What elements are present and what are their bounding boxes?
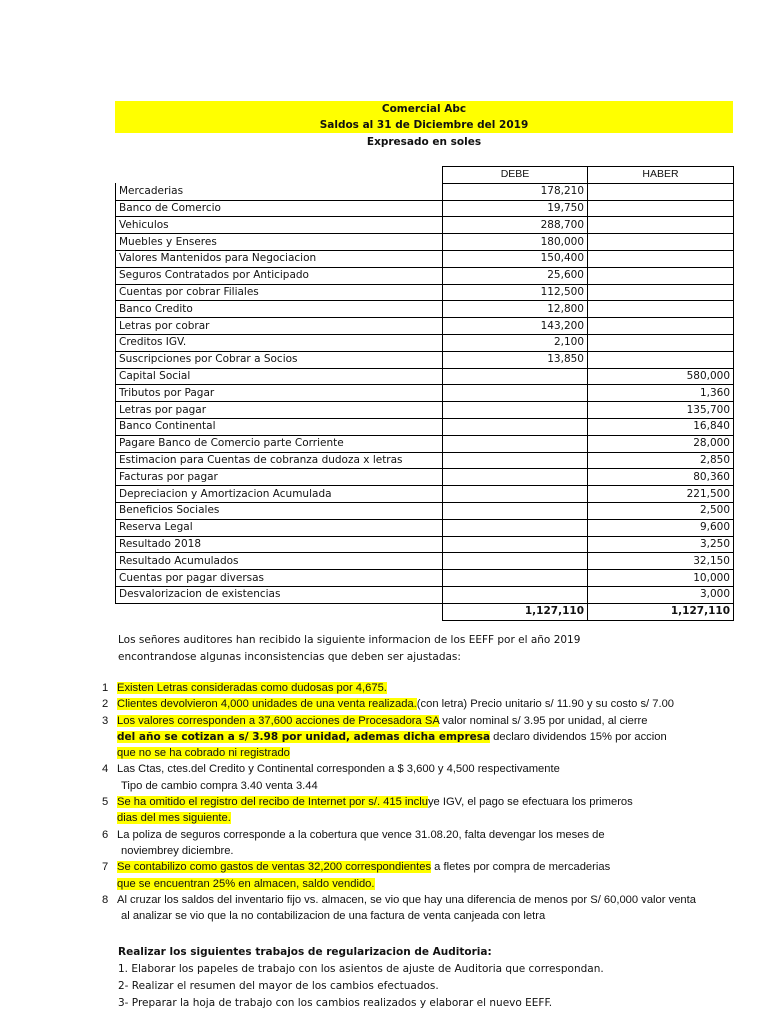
total-debe: 1,127,110	[443, 603, 588, 620]
haber-cell	[588, 250, 734, 267]
tasks-section	[118, 944, 758, 1012]
task-item-1: 1. Elaborar los papeles de trabajo con los asientos de ajuste de Auditoria que correspondan.	[118, 963, 604, 975]
totals-row	[116, 603, 734, 620]
debe-cell	[443, 368, 588, 385]
adjustment-item	[100, 859, 760, 892]
debe-cell	[443, 570, 588, 587]
table-row	[116, 217, 734, 234]
account-cell: Banco Continental	[116, 418, 443, 435]
account-cell: Letras por cobrar	[116, 318, 443, 335]
item-text: La poliza de seguros corresponde a la cobertura que vence 31.08.20, falta devengar los meses de	[117, 828, 605, 841]
table-row	[116, 435, 734, 452]
haber-cell: 580,000	[588, 368, 734, 385]
adjustment-item	[100, 794, 760, 827]
currency-note: Expresado en soles	[366, 136, 482, 148]
item-number: 1	[102, 682, 109, 694]
haber-cell	[588, 318, 734, 335]
haber-cell: 80,360	[588, 469, 734, 486]
debe-cell: 150,400	[443, 250, 588, 267]
haber-cell: 2,500	[588, 502, 734, 519]
account-cell: Beneficios Sociales	[116, 502, 443, 519]
account-cell: Facturas por pagar	[116, 469, 443, 486]
item-number: 2	[102, 698, 109, 711]
account-cell: Creditos IGV.	[116, 334, 443, 351]
account-cell: Cuentas por cobrar Filiales	[116, 284, 443, 301]
title-band	[115, 101, 733, 133]
highlighted-text: que no se ha cobrado ni registrado	[117, 747, 290, 760]
item-text: Tipo de cambio compra 3.40 venta 3.44	[121, 779, 318, 792]
table-row	[116, 318, 734, 335]
intro-paragraph	[118, 632, 738, 666]
debe-cell	[443, 435, 588, 452]
highlighted-text: que se encuentran 25% en almacen, saldo vendido.	[117, 877, 375, 890]
table-row	[116, 502, 734, 519]
item-text: noviembrey diciembre.	[121, 844, 234, 857]
item-number: 4	[102, 763, 109, 776]
table-header-row	[116, 167, 734, 184]
haber-cell: 10,000	[588, 570, 734, 587]
debe-cell: 112,500	[443, 284, 588, 301]
highlighted-text: Los valores corresponden a 37,600 acciones de Procesadora SA	[117, 714, 440, 727]
haber-cell	[588, 267, 734, 284]
item-text: al analizar se vio que la no contabilizacion de una factura de venta canjeada con letra	[121, 910, 546, 923]
table-row	[116, 267, 734, 284]
task-item-3: 3- Preparar la hoja de trabajo con los cambios realizados y elaborar el nuevo EEFF.	[118, 997, 553, 1009]
account-cell: Resultado 2018	[116, 536, 443, 553]
adjustment-item	[100, 713, 760, 762]
debe-cell	[443, 402, 588, 419]
table-row	[116, 183, 734, 200]
item-number: 5	[102, 796, 109, 809]
account-cell: Pagare Banco de Comercio parte Corriente	[116, 435, 443, 452]
table-row	[116, 402, 734, 419]
debe-cell	[443, 469, 588, 486]
debe-cell	[443, 486, 588, 503]
account-cell: Tributos por Pagar	[116, 385, 443, 402]
item-number: 3	[102, 714, 109, 727]
debe-cell	[443, 519, 588, 536]
item-number: 8	[102, 893, 109, 906]
item-text: Las Ctas, ctes.del Credito y Continental corresponden a $ 3,600 y 4,500 respectivamente	[117, 763, 560, 776]
haber-cell: 32,150	[588, 553, 734, 570]
haber-cell	[588, 217, 734, 234]
haber-cell	[588, 284, 734, 301]
debe-cell: 2,100	[443, 334, 588, 351]
debe-cell	[443, 418, 588, 435]
account-cell: Banco de Comercio	[116, 200, 443, 217]
table-row	[116, 418, 734, 435]
table-row	[116, 301, 734, 318]
account-cell: Mercaderias	[116, 183, 443, 200]
debe-cell	[443, 553, 588, 570]
haber-cell: 3,250	[588, 536, 734, 553]
highlighted-text: Se ha omitido el registro del recibo de Internet por s/. 415 inclu	[117, 796, 428, 809]
table-row	[116, 452, 734, 469]
debe-cell: 143,200	[443, 318, 588, 335]
account-cell: Suscripciones por Cobrar a Socios	[116, 351, 443, 368]
table-row	[116, 469, 734, 486]
debe-cell: 13,850	[443, 351, 588, 368]
table-row	[116, 519, 734, 536]
haber-cell: 221,500	[588, 486, 734, 503]
adjustment-item	[100, 761, 760, 794]
table-row	[116, 334, 734, 351]
item-number: 7	[102, 861, 109, 874]
table-row	[116, 553, 734, 570]
debe-cell: 12,800	[443, 301, 588, 318]
highlighted-text: dias del mes siguiente.	[117, 812, 231, 825]
account-cell: Cuentas por pagar diversas	[116, 570, 443, 587]
table-row	[116, 570, 734, 587]
table-row	[116, 368, 734, 385]
haber-cell	[588, 351, 734, 368]
account-cell: Capital Social	[116, 368, 443, 385]
haber-cell	[588, 301, 734, 318]
haber-cell: 135,700	[588, 402, 734, 419]
highlighted-text: Existen Letras consideradas como dudosas por 4,675.	[117, 682, 387, 694]
account-cell: Valores Mantenidos para Negociacion	[116, 250, 443, 267]
account-cell: Desvalorizacion de existencias	[116, 586, 443, 603]
table-row	[116, 586, 734, 603]
item-text: declaro dividendos 15% por accion	[490, 730, 667, 743]
highlighted-text: Clientes devolvieron 4,000 unidades de una venta realizada.	[117, 698, 417, 711]
total-haber: 1,127,110	[588, 603, 734, 620]
account-cell: Seguros Contratados por Anticipado	[116, 267, 443, 284]
adjustment-list	[100, 680, 760, 924]
item-text: valor nominal s/ 3.95 por unidad, al cierre	[439, 714, 648, 727]
tasks-heading: Realizar los siguientes trabajos de regularizacion de Auditoria:	[118, 946, 492, 958]
highlighted-text: del año se cotizan a s/ 3.98 por unidad, ademas dicha empresa	[117, 730, 491, 743]
table-row	[116, 351, 734, 368]
adjustment-item	[100, 696, 760, 712]
debe-cell: 178,210	[443, 183, 588, 200]
haber-cell: 3,000	[588, 586, 734, 603]
haber-cell	[588, 334, 734, 351]
debe-cell	[443, 586, 588, 603]
period-title: Saldos al 31 de Diciembre del 2019	[319, 119, 529, 131]
item-text: Al cruzar los saldos del inventario fijo vs. almacen, se vio que hay una diferencia de menos por S/ 60,000 valor venta	[117, 893, 696, 906]
intro-line-1: Los señores auditores han recibido la siguiente informacion de los EEFF por el año 2019	[118, 634, 581, 646]
balance-table	[115, 166, 734, 621]
debe-cell	[443, 502, 588, 519]
task-item-2: 2- Realizar el resumen del mayor de los cambios efectuados.	[118, 980, 439, 992]
col-haber-header: HABER	[588, 167, 734, 184]
table-row	[116, 250, 734, 267]
account-cell: Muebles y Enseres	[116, 234, 443, 251]
account-cell: Vehiculos	[116, 217, 443, 234]
haber-cell	[588, 183, 734, 200]
table-row	[116, 234, 734, 251]
table-row	[116, 385, 734, 402]
item-text: a fletes por compra de mercaderias	[431, 861, 611, 874]
account-cell: Depreciacion y Amortizacion Acumulada	[116, 486, 443, 503]
col-debe-header: DEBE	[443, 167, 588, 184]
debe-cell: 19,750	[443, 200, 588, 217]
table-row	[116, 200, 734, 217]
account-cell: Estimacion para Cuentas de cobranza dudoza x letras	[116, 452, 443, 469]
account-cell: Resultado Acumulados	[116, 553, 443, 570]
debe-cell: 288,700	[443, 217, 588, 234]
adjustment-item	[100, 827, 760, 860]
haber-cell	[588, 234, 734, 251]
haber-cell: 9,600	[588, 519, 734, 536]
adjustment-item	[100, 680, 760, 696]
intro-line-2: encontrandose algunas inconsistencias que deben ser ajustadas:	[118, 651, 461, 663]
table-row	[116, 284, 734, 301]
debe-cell	[443, 385, 588, 402]
haber-cell: 2,850	[588, 452, 734, 469]
debe-cell	[443, 452, 588, 469]
company-name: Comercial Abc	[381, 103, 467, 115]
item-text: (con letra) Precio unitario s/ 11.90 y su costo s/ 7.00	[416, 698, 675, 711]
adjustment-item	[100, 892, 760, 925]
haber-cell: 16,840	[588, 418, 734, 435]
highlighted-text: Se contabilizo como gastos de ventas 32,200 correspondientes	[117, 861, 432, 874]
debe-cell: 25,600	[443, 267, 588, 284]
account-cell: Banco Credito	[116, 301, 443, 318]
debe-cell	[443, 536, 588, 553]
haber-cell: 1,360	[588, 385, 734, 402]
haber-cell	[588, 200, 734, 217]
item-text: ye IGV, el pago se efectuara los primeros	[427, 796, 633, 809]
haber-cell: 28,000	[588, 435, 734, 452]
debe-cell: 180,000	[443, 234, 588, 251]
item-number: 6	[102, 828, 109, 841]
account-cell: Reserva Legal	[116, 519, 443, 536]
table-row	[116, 486, 734, 503]
table-row	[116, 536, 734, 553]
account-cell: Letras por pagar	[116, 402, 443, 419]
